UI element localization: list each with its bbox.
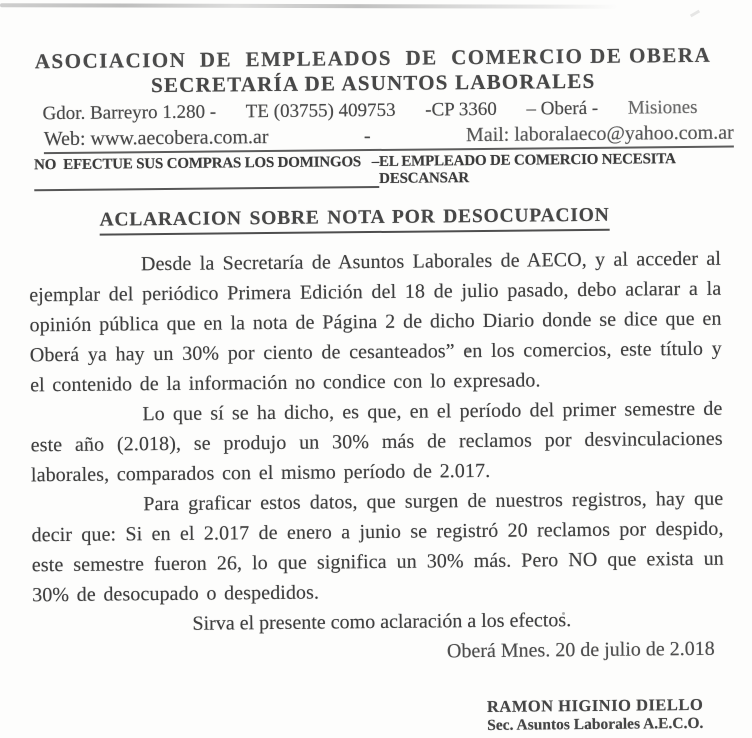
letter-body xyxy=(29,244,726,738)
paragraph-2: Lo que sí se ha dicho, es que, en el período del primer semestre de este año (2.018), se produjo un 30% más de reclamos por desvinculaciones laborales, comparados con el mismo período de 2.017. xyxy=(30,397,723,487)
slogan-line xyxy=(34,151,734,192)
paragraph-1: Desde la Secretaría de Asuntos Laborales de AECO, y al acceder al ejemplar del periódico Primera Edición del 18 de julio pasado, debo aclarar a la opinión pública que en la nota de Página 2 de dicho Diario donde se dice que en Oberá ya hay un 30% por ciento de cesanteados” en los comercios, este título y el contenido de la información no condice con lo expresado. xyxy=(29,247,722,397)
paragraph-3: Para graficar estos datos, que surgen de nuestros registros, hay que decir que: Si en el 2.017 de enero a junio se registró 20 reclamos por despido, este semestre fueron 26, lo que significa un 30% más. Pero NO que exista un 30% de desocupado o despedidos. xyxy=(31,487,724,607)
email-address: Mail: laboralaeco@yahoo.com.ar xyxy=(465,121,734,147)
signer-name: RAMON HIGINIO DIELLO xyxy=(486,694,704,716)
organization-subtitle: SECRETARÍA DE ASUNTOS LABORALES xyxy=(150,68,596,98)
organization-name: ASOCIACION DE EMPLEADOS DE COMERCIO DE OBERA xyxy=(34,42,712,74)
slogan-right: EL EMPLEADO DE COMERCIO NECESITA DESCANSAR xyxy=(378,151,675,187)
closing-line: Sirva el presente como aclaración a los efectos. xyxy=(192,609,572,635)
signature-block xyxy=(487,696,704,734)
contact-line xyxy=(44,121,734,155)
title-container xyxy=(0,202,751,236)
phone-number: TE (03755) 409753 xyxy=(245,99,396,123)
street-address: Gdor. Barreyro 1.280 - xyxy=(42,101,217,125)
postal-code: -CP 3360 xyxy=(425,98,497,121)
address-line xyxy=(42,96,697,125)
slogan-left: NO EFECTUE SUS COMPRAS LOS DOMINGOS – xyxy=(34,154,379,191)
letterhead xyxy=(0,0,750,192)
province-name: Misiones xyxy=(627,96,698,119)
document-title: ACLARACION SOBRE NOTA POR DESOCUPACION xyxy=(99,204,609,236)
separator-dash: - xyxy=(363,125,371,148)
website-address: Web: www.aecobera.com.ar xyxy=(43,126,269,151)
city-name: – Oberá - xyxy=(526,97,599,120)
date-line: Oberá Mnes. 20 de julio de 2.018 xyxy=(446,637,715,663)
signer-role: Sec. Asuntos Laborales A.E.C.O. xyxy=(487,714,704,734)
